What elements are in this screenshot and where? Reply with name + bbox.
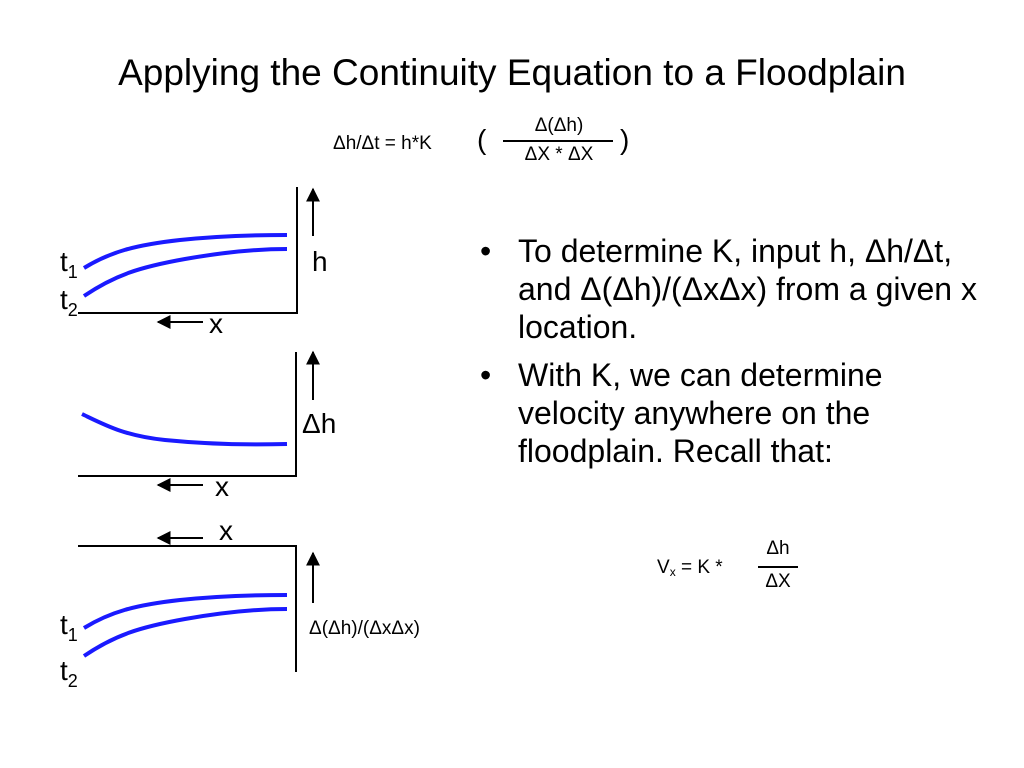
bullet-text: With K, we can determine velocity anywhere on the floodplain. Recall that:	[518, 357, 883, 469]
graph-dh-curve	[82, 414, 287, 444]
graph-ddh-label-t1: $t_1$	[60, 609, 78, 645]
bullet-list	[476, 232, 996, 480]
graph-ddh-label-t2: $t_2$	[60, 655, 78, 691]
bullet-text: To determine K, input h, Δh/Δt, and Δ(Δh)/(ΔxΔx) from a given x location.	[518, 233, 977, 345]
bullet-item	[476, 232, 996, 346]
bullet-icon: •	[480, 357, 492, 393]
equation-numerator: Δ(Δh)	[534, 115, 584, 136]
velocity-equation-lhs: $V_x = K$ *	[657, 557, 723, 579]
equation-lhs: Δh/Δt = h*K	[333, 133, 432, 154]
slide-title: Applying the Continuity Equation to a Floodplain	[118, 52, 906, 93]
graph-dh-x-label: x	[215, 471, 229, 502]
graph-h-label-t2: $t_2$	[60, 284, 78, 320]
bullet-item	[476, 356, 996, 470]
bullet-icon: •	[480, 233, 492, 269]
graph-ddh-x-label: x	[219, 515, 233, 546]
graph-dh	[78, 352, 313, 485]
graph-h-y-label: h	[312, 246, 328, 277]
graph-ddh-y-label: Δ(Δh)/(ΔxΔx)	[309, 618, 420, 639]
velocity-equation-denominator: ΔX	[765, 571, 791, 592]
velocity-equation-numerator: Δh	[766, 538, 790, 559]
graph-dh-y-label: Δh	[302, 408, 337, 439]
graph-h-label-t1: $t_1$	[60, 246, 78, 282]
velocity-equation-fraction-bar	[758, 566, 798, 568]
graph-h	[78, 187, 313, 322]
equation-open-paren: (	[477, 124, 487, 155]
equation-denominator: ΔX * ΔX	[524, 144, 594, 165]
graph-ddh-curve-t2	[84, 609, 287, 656]
graph-h-x-label: x	[209, 308, 223, 339]
graph-h-curve-t2	[84, 249, 287, 296]
equation-close-paren: )	[620, 124, 630, 155]
graph-ddh	[78, 538, 313, 672]
